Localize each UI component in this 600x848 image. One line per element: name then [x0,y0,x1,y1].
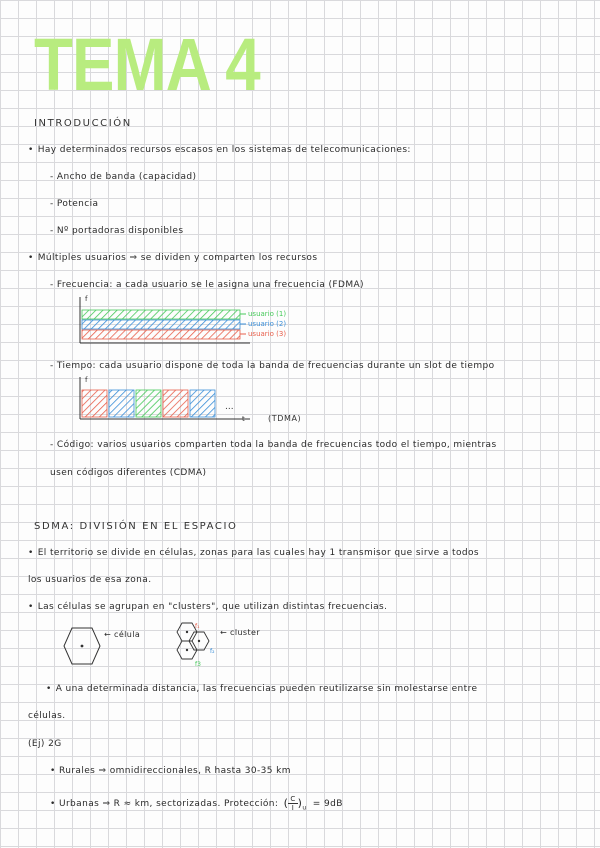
tdma-chart [70,375,330,427]
fdma-user-1-label: usuario (1) [248,310,287,318]
tdma-t-label: t [242,415,245,423]
section-heading-sdma: SDMA: DIVISIÓN EN EL ESPACIO [34,521,238,532]
intro-fdma: - Frecuencia: a cada usuario se le asigna una frecuencia (FDMA) [50,280,364,290]
intro-cdma-2: usen códigos diferentes (CDMA) [50,468,207,478]
sdma-line-4: • A una determinada distancia, las frecuencias pueden reutilizarse sin molestarse entre [46,685,477,694]
ci-ratio-value: = 9dB [312,799,343,809]
tdma-dots: ... [225,402,234,412]
fdma-band-user-1 [82,310,240,319]
ci-ratio: ( $\frac{C}{I}$ )$_u$ [283,795,307,812]
celula-label: ← célula [104,630,141,639]
fdma-band-user-2 [82,320,240,329]
ci-ratio-num: C [290,795,296,803]
intro-item-ancho: - Ancho de banda (capacidad) [50,172,197,182]
fdma-band-user-3 [82,330,240,339]
intro-line-2: • Múltiples usuarios ⇒ se dividen y comparten los recursos [28,254,317,263]
ci-ratio-sub: u [302,804,307,812]
cell-hexagon-diagram [62,626,102,666]
ci-ratio-den: I [291,804,295,812]
sdma-line-3: • Las células se agrupan en "clusters", que utilizan distintas frecuencias. [28,603,387,612]
example-label: (Ej) 2G [28,739,62,749]
tdma-label: (TDMA) [268,414,302,423]
intro-item-portadoras: - Nº portadoras disponibles [50,226,184,236]
cluster-f3-label: f3 [195,661,201,668]
intro-tdma: - Tiempo: cada usuario dispone de toda la banda de frecuencias durante un slot de tiempo [50,361,495,371]
cluster-diagram [174,620,214,668]
page-title: TEMA 4 [34,23,260,106]
sdma-line-1: • El territorio se divide en células, zonas para las cuales hay 1 transmisor que sirve a todos [28,549,479,558]
fdma-user-2-label: usuario (2) [248,320,287,328]
sdma-line-2: los usuarios de esa zona. [28,575,152,585]
example-urbanas [50,795,343,812]
cluster-label: ← cluster [220,628,261,637]
fdma-f-label: f [85,295,88,303]
intro-cdma-1: - Código: varios usuarios comparten toda la banda de frecuencias todo el tiempo, mientras [50,440,497,450]
sdma-line-5: células. [28,711,66,721]
cluster-f1-label: f₁ [195,623,200,630]
example-rurales: • Rurales ⇒ omnidireccionales, R hasta 30-35 km [50,766,291,776]
intro-line-1: • Hay determinados recursos escasos en los sistemas de telecomunicaciones: [28,146,411,155]
section-heading-introduccion: INTRODUCCIÓN [34,118,132,129]
fdma-user-3-label: usuario (3) [248,330,287,338]
fdma-chart [70,293,290,349]
example-urbanas-text: • Urbanas ⇒ R ≈ km, sectorizadas. Protección: [50,799,282,809]
tdma-f-label: f [85,376,88,384]
cluster-f2-label: f₂ [210,648,215,655]
tdma-slot [190,390,215,417]
tdma-slot [136,390,161,417]
intro-item-potencia: - Potencia [50,199,99,209]
tdma-slot [163,390,188,417]
tdma-slot [82,390,107,417]
tdma-slot [109,390,134,417]
